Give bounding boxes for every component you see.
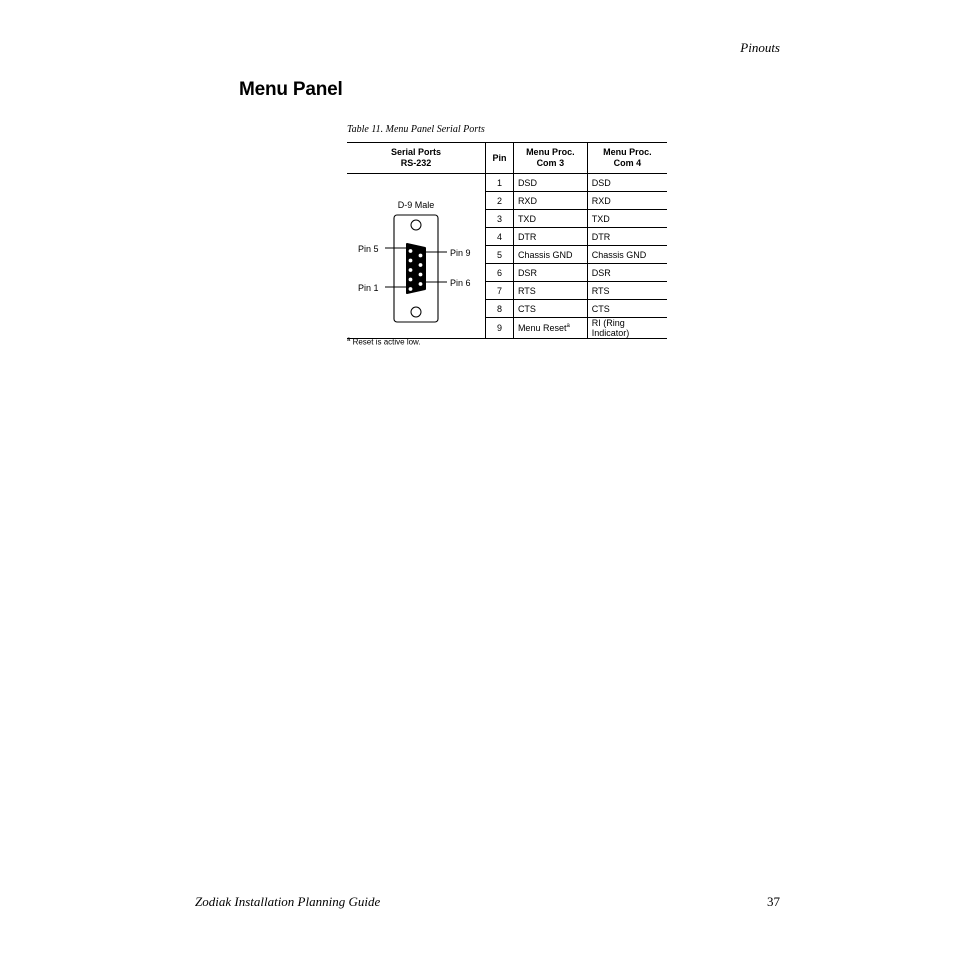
cell-pin: 4 bbox=[486, 228, 514, 246]
cell-com3: DSR bbox=[513, 264, 587, 282]
table-footnote bbox=[347, 337, 421, 347]
table-caption: Table 11. Menu Panel Serial Ports bbox=[347, 124, 485, 135]
cell-pin: 5 bbox=[486, 246, 514, 264]
cell-com4: RI (Ring Indicator) bbox=[587, 318, 667, 339]
cell-com3: DTR bbox=[513, 228, 587, 246]
cell-com3: RTS bbox=[513, 282, 587, 300]
footnote-text: Reset is active low. bbox=[352, 337, 421, 347]
cell-com3: TXD bbox=[513, 210, 587, 228]
mounting-hole-bottom bbox=[411, 307, 421, 317]
label-pin6: Pin 6 bbox=[450, 278, 471, 288]
label-pin9: Pin 9 bbox=[450, 248, 471, 258]
cell-com4: DTR bbox=[587, 228, 667, 246]
cell-com4: RTS bbox=[587, 282, 667, 300]
cell-com4: TXD bbox=[587, 210, 667, 228]
cell-com4: CTS bbox=[587, 300, 667, 318]
table-header-row bbox=[347, 143, 667, 174]
cell-com4: DSD bbox=[587, 174, 667, 192]
d9-connector-diagram bbox=[347, 174, 486, 339]
page-number: 37 bbox=[767, 894, 780, 909]
cell-pin: 7 bbox=[486, 282, 514, 300]
cell-pin: 1 bbox=[486, 174, 514, 192]
header-serial-ports: Serial Ports RS-232 bbox=[347, 143, 486, 174]
cell-pin: 6 bbox=[486, 264, 514, 282]
header-pin: Pin bbox=[486, 143, 514, 174]
cell-com3: CTS bbox=[513, 300, 587, 318]
cell-com4: DSR bbox=[587, 264, 667, 282]
cell-com3: RXD bbox=[513, 192, 587, 210]
section-title: Menu Panel bbox=[239, 79, 343, 100]
book-title: Zodiak Installation Planning Guide bbox=[195, 894, 381, 909]
menu-reset-label: Menu Reset bbox=[517, 323, 567, 333]
cell-pin: 2 bbox=[486, 192, 514, 210]
cell-com3 bbox=[513, 318, 587, 339]
header-com3: Menu Proc. Com 3 bbox=[513, 143, 587, 174]
diagram-title: D-9 Male bbox=[397, 200, 435, 210]
cell-pin: 8 bbox=[486, 300, 514, 318]
header-com4: Menu Proc. Com 4 bbox=[587, 143, 667, 174]
d9-connector-icon bbox=[347, 174, 485, 336]
label-pin1: Pin 1 bbox=[358, 283, 379, 293]
cell-pin: 3 bbox=[486, 210, 514, 228]
mounting-hole-top bbox=[411, 220, 421, 230]
label-pin5: Pin 5 bbox=[358, 244, 379, 254]
cell-com4: Chassis GND bbox=[587, 246, 667, 264]
table-row bbox=[347, 174, 667, 192]
footnote-mark: a bbox=[347, 337, 351, 343]
serial-ports-table bbox=[347, 142, 667, 339]
running-head: Pinouts bbox=[740, 40, 780, 55]
cell-com3: Chassis GND bbox=[513, 246, 587, 264]
cell-com3: DSD bbox=[513, 174, 587, 192]
footnote-marker: a bbox=[566, 323, 570, 329]
cell-pin: 9 bbox=[486, 318, 514, 339]
cell-com4: RXD bbox=[587, 192, 667, 210]
